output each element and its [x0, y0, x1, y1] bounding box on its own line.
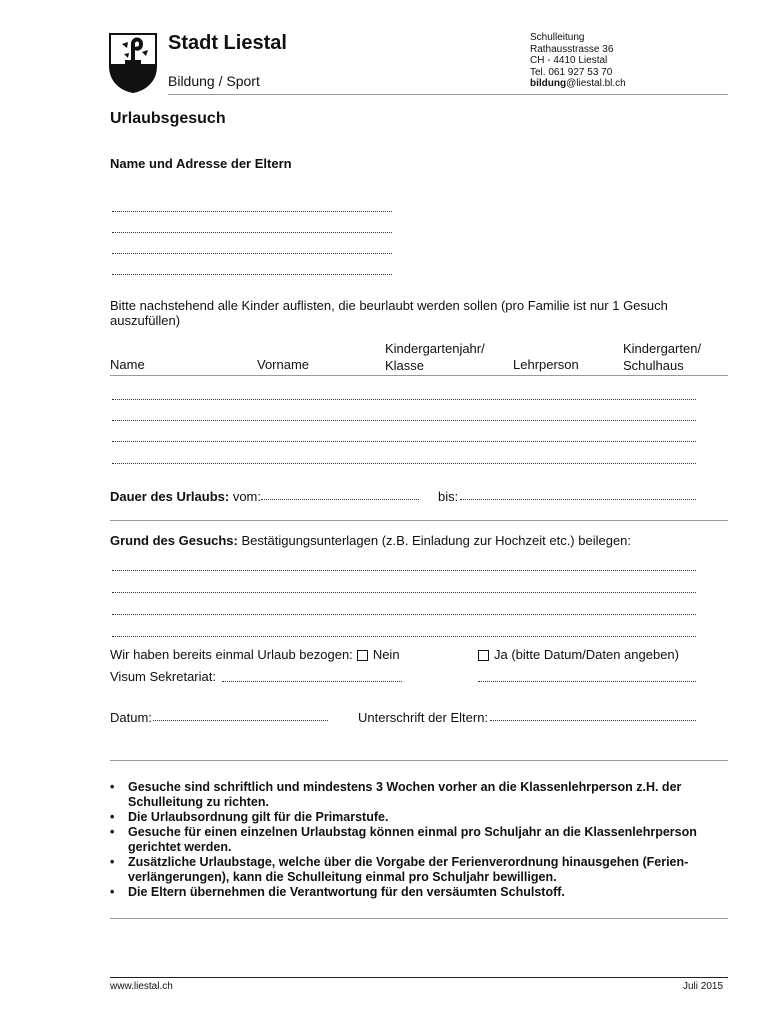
signature-label: Unterschrift der Eltern: [358, 710, 489, 725]
reason-line-4[interactable] [112, 636, 696, 637]
address-line: CH - 4410 Liestal [530, 55, 608, 66]
city-name: Stadt Liestal [168, 32, 287, 54]
yes-option [474, 647, 679, 662]
address-line: Tel. 061 927 53 70 [530, 66, 613, 78]
notes-list [110, 780, 720, 900]
parents-label: Name und Adresse der Eltern [110, 156, 292, 171]
parents-line-1[interactable] [112, 211, 392, 212]
column-schulhaus: Kindergarten/ Schulhaus [623, 341, 702, 373]
prior-leave-question: Wir haben bereits einmal Urlaub bezogen: Nein [110, 647, 400, 662]
no-checkbox[interactable] [357, 650, 368, 661]
date-label: Datum: [110, 710, 152, 725]
contact-address [530, 32, 626, 90]
header-divider [168, 94, 728, 95]
footer-date: Juli 2015 [683, 981, 724, 992]
visum-label: Visum Sekretariat: [110, 669, 216, 684]
yes-checkbox[interactable] [478, 650, 489, 661]
parents-line-4[interactable] [112, 274, 392, 275]
column-vorname: Vorname [257, 357, 310, 372]
reason-line-2[interactable] [112, 592, 696, 593]
children-instruction: Bitte nachstehend alle Kinder auflisten, die beurlaubt werden sollen (pro Familie ist nur 1 Gesuch auszufüllen) [110, 298, 668, 328]
note-item: • Die Urlaubsordnung gilt für die Primarstufe. [110, 810, 720, 825]
reason-line-3[interactable] [112, 614, 696, 615]
child-line-1[interactable] [112, 399, 696, 400]
footer-divider [110, 977, 728, 978]
email-address: bildung@liestal.bl.ch [530, 78, 626, 89]
column-lehrperson: Lehrperson [513, 357, 579, 372]
duration-row: Dauer des Urlaubs: vom: [110, 489, 261, 504]
form-title: Urlaubsgesuch [110, 110, 226, 127]
duration-to-label: bis: [438, 489, 459, 504]
column-name: Name [110, 357, 145, 372]
reason-line-1[interactable] [112, 570, 696, 571]
note-item: • Zusätzliche Urlaubstage, welche über die Vorgabe der Ferienverordnung hinausgehen (Ferien-verlängerungen), kann die Schulleitung einmal pro Schuljahr bewilligen. [110, 855, 720, 885]
date-field[interactable] [153, 720, 328, 721]
column-klasse: Kindergartenjahr/ Klasse [385, 341, 485, 373]
duration-from-field[interactable] [261, 499, 419, 500]
reason-label: Grund des Gesuchs: Bestätigungsunterlagen (z.B. Einladung zur Hochzeit etc.) beilegen: [110, 533, 632, 548]
children-table-divider [110, 375, 728, 376]
child-line-3[interactable] [112, 441, 696, 442]
note-item: • Gesuche sind schriftlich und mindestens 3 Wochen vorher an die Klassenlehrperson z.H. der Schulleitung zu richten. [110, 780, 720, 810]
note-item: • Gesuche für einen einzelnen Urlaubstag können einmal pro Schuljahr an die Klassenlehrperson gerichtet werden. [110, 825, 720, 855]
yes-option-label: Ja (bitte Datum/Daten angeben) [494, 647, 679, 662]
duration-to-field[interactable] [460, 499, 696, 500]
signature-field[interactable] [490, 720, 696, 721]
address-line: Rathausstrasse 36 [530, 43, 614, 55]
note-item: • Die Eltern übernehmen die Verantwortung für den versäumten Schulstoff. [110, 885, 720, 900]
address-line: Schulleitung [530, 32, 585, 43]
no-option-label: Nein [372, 647, 400, 662]
footer-website[interactable]: www.liestal.ch [110, 981, 173, 992]
child-line-4[interactable] [112, 463, 696, 464]
visum-field[interactable] [222, 681, 402, 682]
child-line-2[interactable] [112, 420, 696, 421]
parents-line-2[interactable] [112, 232, 392, 233]
visum-field-right[interactable] [478, 681, 696, 682]
parents-line-3[interactable] [112, 253, 392, 254]
notes-bottom-divider [110, 918, 728, 919]
department-name: Bildung / Sport [168, 73, 260, 89]
coat-of-arms-logo [108, 32, 158, 94]
duration-divider [110, 520, 728, 521]
notes-divider [110, 760, 728, 761]
